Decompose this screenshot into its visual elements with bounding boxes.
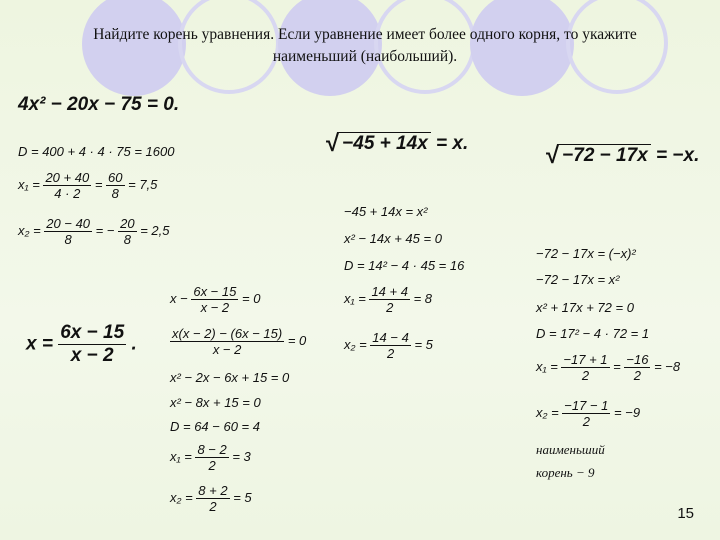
eq4-x2-label: x₂ =: [536, 404, 559, 420]
eq2-num: 6x − 15: [60, 322, 125, 343]
eq3-step2: x² − 14x + 45 = 0: [344, 231, 442, 246]
eq4-answer-line1: наименьший: [536, 442, 605, 457]
eq4-x2-den: 2: [582, 414, 590, 429]
eq4-x1-fraction: [561, 352, 609, 383]
eq2-step4: x² − 8x + 15 = 0: [170, 395, 261, 410]
eq3-x1-fraction: [369, 284, 410, 315]
eq3-x2-fraction: [370, 330, 411, 361]
eq3-x1-result: = 8: [413, 290, 433, 306]
eq4-sqrt: [546, 140, 651, 168]
eq3-x2-result: = 5: [414, 336, 433, 352]
eq2-x2-result: = 5: [233, 489, 252, 505]
eq2-step5: D = 64 − 60 = 4: [170, 419, 260, 434]
eq1-x1-den2: 8: [111, 186, 119, 201]
eq1-equation: 4x² − 20x − 75 = 0.: [18, 94, 180, 115]
eq4-step2: −72 − 17x = x²: [536, 272, 620, 287]
eq3-sqrt: [326, 128, 431, 156]
eq4-step3: x² + 17x + 72 = 0: [536, 300, 634, 315]
eq2-tail: .: [131, 333, 137, 355]
eq1-x2-result: = 2,5: [140, 222, 170, 238]
eq1-x2-den2: 8: [123, 232, 131, 247]
eq1-x1-result: = 7,5: [128, 176, 158, 192]
eq1-x2-fraction: [44, 216, 92, 247]
eq3-x2-den: 2: [386, 346, 395, 361]
eq4-x1-label: x₁ =: [536, 358, 558, 374]
title-line-1: Найдите корень уравнения. Если уравнение имеет более одного корня, то укажите: [93, 26, 637, 43]
eq2-step1-num: 6x − 15: [193, 284, 237, 299]
page-number: 15: [677, 505, 694, 522]
eq4-x1-den2: 2: [633, 368, 642, 383]
eq1-x1: [18, 170, 157, 201]
eq2-step1-rhs: = 0: [241, 290, 261, 306]
eq4-x2-num: −17 − 1: [564, 398, 609, 413]
eq1-x1-label: x₁ =: [18, 176, 40, 192]
eq2-x2-fraction: [196, 483, 229, 514]
eq1-x1-num2: 60: [108, 170, 123, 185]
eq3-x1: [344, 284, 432, 315]
eq4-x1-num2: −16: [626, 352, 649, 367]
eq2-step1-den: x − 2: [200, 300, 230, 315]
eq1-x2-label: x₂ =: [18, 222, 41, 238]
sqrt-sign-icon: √: [546, 142, 560, 169]
eq2-x1-label: x₁ =: [170, 448, 192, 464]
eq2-step2: [170, 326, 306, 357]
eq1-discriminant: D = 400 + 4 · 4 · 75 = 1600: [18, 144, 175, 159]
eq3-equation: [326, 128, 468, 156]
eq2-den: x − 2: [70, 345, 114, 366]
eq2-x2: [170, 483, 252, 514]
eq3-radicand: −45 + 14x: [339, 132, 431, 155]
eq2-step2-rhs: = 0: [287, 332, 307, 348]
eq4-answer-line2: корень − 9: [536, 465, 595, 480]
eq4-x2: [536, 398, 640, 429]
eq4-x1: [536, 352, 680, 383]
eq1-x1-num: 20 + 40: [45, 170, 90, 185]
eq1-x1-eq: =: [94, 176, 103, 192]
eq3-step3: D = 14² − 4 · 45 = 16: [344, 258, 465, 273]
eq1-x1-den: 4 · 2: [54, 186, 81, 201]
eq2-fraction: [58, 322, 126, 367]
eq3-rhs: = x.: [436, 133, 469, 154]
eq2-x1-den: 2: [208, 458, 216, 473]
eq2-step1: [170, 284, 260, 315]
eq1-x2-num2: 20: [120, 216, 135, 231]
eq3-x1-label: x₁ =: [344, 290, 366, 306]
eq3-x2-num: 14 − 4: [372, 330, 409, 345]
eq2-equation: [26, 322, 137, 367]
eq2-x2-den: 2: [209, 499, 217, 514]
eq2-step1-pre: x −: [170, 290, 188, 306]
eq1-x2-num: 20 − 40: [46, 216, 91, 231]
eq4-x1-den: 2: [581, 368, 590, 383]
eq4-equation: [546, 140, 699, 168]
eq1-x2-eq: = −: [95, 222, 115, 238]
eq1-x2: [18, 216, 169, 247]
eq4-rhs: = −x.: [656, 145, 700, 166]
slide-title: [40, 24, 690, 68]
eq3-x2: [344, 330, 433, 361]
title-line-2: наименьший (наибольший).: [272, 48, 458, 65]
eq4-x2-fraction: [562, 398, 610, 429]
eq2-x1: [170, 442, 251, 473]
eq2-x1-fraction: [195, 442, 228, 473]
eq4-x1-num: −17 + 1: [563, 352, 608, 367]
eq4-x1-eq: =: [613, 358, 621, 374]
sqrt-sign-icon: √: [326, 130, 340, 157]
eq1-x1-fraction: [43, 170, 91, 201]
eq3-x1-den: 2: [386, 300, 394, 315]
eq3-x1-num: 14 + 4: [371, 284, 408, 299]
eq3-step1: −45 + 14x = x²: [344, 204, 428, 219]
eq4-x1-result: = −8: [654, 358, 681, 374]
eq2-lhs: x =: [26, 333, 53, 355]
eq4-radicand: −72 − 17x: [559, 144, 651, 167]
eq1-x2-den: 8: [64, 232, 72, 247]
eq1-x1-fraction2: [106, 170, 124, 201]
eq4-step1: −72 − 17x = (−x)²: [536, 246, 636, 261]
eq2-step1-fraction: [191, 284, 238, 315]
eq4-x2-result: = −9: [614, 404, 641, 420]
eq3-x2-label: x₂ =: [344, 336, 367, 352]
eq2-x1-num: 8 − 2: [197, 442, 227, 457]
eq4-step4: D = 17² − 4 · 72 = 1: [536, 326, 650, 341]
eq2-step3: x² − 2x − 6x + 15 = 0: [170, 370, 290, 385]
eq2-step2-fraction: [170, 326, 284, 357]
eq2-x1-result: = 3: [232, 448, 251, 464]
eq2-step2-num: x(x − 2) − (6x − 15): [172, 326, 283, 341]
eq2-x2-num: 8 + 2: [198, 483, 228, 498]
eq2-step2-den: x − 2: [212, 342, 242, 357]
eq4-x1-fraction2: [624, 352, 650, 383]
eq2-x2-label: x₂ =: [170, 489, 193, 505]
eq1-x2-fraction2: [118, 216, 136, 247]
